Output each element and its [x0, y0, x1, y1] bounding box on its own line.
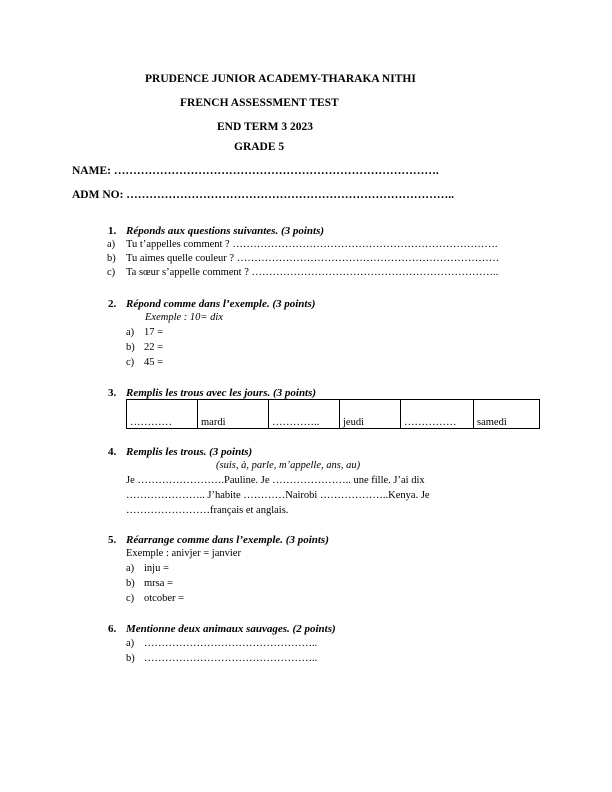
q3-title: Remplis les trous avec les jours. (3 points)	[126, 387, 317, 399]
q6-item-letter: a)	[126, 638, 135, 649]
q5-item-b[interactable]: mrsa =	[144, 578, 173, 589]
q2-item-letter: c)	[126, 357, 135, 368]
q6-item-a[interactable]: …………………………………………..	[144, 638, 318, 649]
day-cell-jeudi: jeudi	[340, 400, 401, 429]
q2-item-letter: a)	[126, 327, 135, 338]
q1-item-b[interactable]: Tu aimes quelle couleur ? …………………………………………………………………	[126, 253, 500, 264]
q1-item-letter: b)	[107, 253, 116, 264]
q6-number: 6.	[108, 623, 117, 635]
q2-title: Répond comme dans l’exemple. (3 points)	[126, 298, 316, 310]
test-title: FRENCH ASSESSMENT TEST	[180, 97, 339, 109]
q6-item-b[interactable]: …………………………………………..	[144, 653, 318, 664]
days-table	[126, 399, 540, 429]
q5-item-letter: b)	[126, 578, 135, 589]
q2-item-a[interactable]: 17 =	[144, 327, 164, 338]
q1-item-c[interactable]: Ta sœur s’appelle comment ? ……………………………………………………………..	[126, 267, 499, 278]
q4-title: Remplis les trous. (3 points)	[126, 446, 253, 458]
q5-item-c[interactable]: otcober =	[144, 593, 185, 604]
q1-title: Réponds aux questions suivantes. (3 points)	[126, 225, 325, 237]
q5-title: Réarrange comme dans l’exemple. (3 points)	[126, 534, 329, 546]
q4-number: 4.	[108, 446, 117, 458]
day-cell-blank[interactable]: …………	[127, 400, 198, 429]
day-cell-samedi: samedi	[474, 400, 540, 429]
q5-item-letter: c)	[126, 593, 135, 604]
q5-item-letter: a)	[126, 563, 135, 574]
day-cell-blank[interactable]: …………..	[269, 400, 340, 429]
day-cell-blank[interactable]: ……………	[401, 400, 474, 429]
q4-line-1[interactable]: Je …………………….Pauline. Je ………………….. une fille. J’ai dix	[126, 475, 425, 486]
adm-no-field[interactable]: ADM NO: …………………………………………………………………………..	[72, 189, 455, 201]
q5-example: Exemple : anivjer = janvier	[126, 548, 241, 559]
q4-line-2[interactable]: ………………….. J’habite …………Nairobi ………………..Kenya. Je	[126, 490, 430, 501]
q2-example: Exemple : 10= dix	[145, 312, 223, 323]
q1-item-letter: c)	[107, 267, 116, 278]
name-field[interactable]: NAME: ………………………………………………………………………….	[72, 165, 439, 177]
q6-title: Mentionne deux animaux sauvages. (2 points)	[126, 623, 336, 635]
q2-item-letter: b)	[126, 342, 135, 353]
q4-line-3[interactable]: ……………………français et anglais.	[126, 505, 289, 516]
school-name: PRUDENCE JUNIOR ACADEMY-THARAKA NITHI	[145, 73, 416, 85]
q2-number: 2.	[108, 298, 117, 310]
q5-item-a[interactable]: inju =	[144, 563, 169, 574]
grade-label: GRADE 5	[234, 141, 285, 153]
q2-item-c[interactable]: 45 =	[144, 357, 164, 368]
q1-item-letter: a)	[107, 239, 116, 250]
day-cell-mardi: mardi	[198, 400, 269, 429]
q1-item-a[interactable]: Tu t’appelles comment ? ………………………………………………………………….	[126, 239, 498, 250]
q5-number: 5.	[108, 534, 117, 546]
term-label: END TERM 3 2023	[217, 121, 313, 133]
q4-word-bank: (suis, à, parle, m’appelle, ans, au)	[216, 460, 361, 471]
q3-number: 3.	[108, 387, 117, 399]
q6-item-letter: b)	[126, 653, 135, 664]
q1-number: 1.	[108, 225, 117, 237]
days-row	[127, 400, 540, 429]
q2-item-b[interactable]: 22 =	[144, 342, 164, 353]
